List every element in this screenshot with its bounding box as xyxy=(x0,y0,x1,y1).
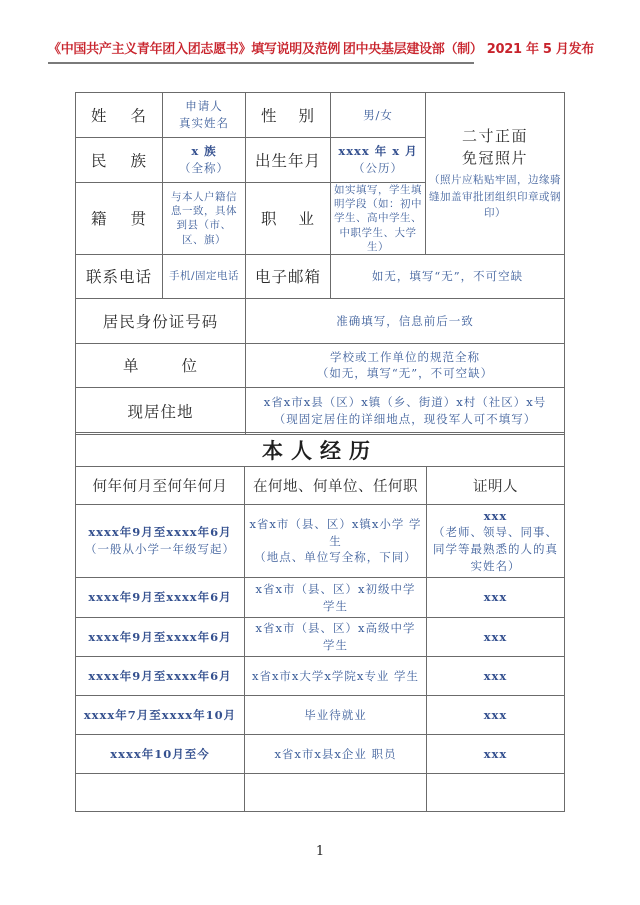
period-cell[interactable]: xxxx年9月至xxxx年6月 （一般从小学一年级写起） xyxy=(76,505,245,578)
photo-note: （照片应粘贴牢固，边缘骑缝加盖审批团组织印章或钢印） xyxy=(429,173,561,220)
header-divider-extended xyxy=(48,62,474,64)
table-row xyxy=(76,657,565,696)
place-cell[interactable] xyxy=(245,774,427,812)
name-value[interactable]: 申请人 真实姓名 xyxy=(163,93,246,138)
table-row xyxy=(76,505,565,578)
witness-cell[interactable]: xxx xyxy=(427,657,565,696)
column-header-place: 在何地、何单位、任何职 xyxy=(245,467,427,505)
experience-table xyxy=(75,432,565,812)
personal-info-table xyxy=(75,92,565,435)
birth-value[interactable]: xxxx 年 x 月 （公历） xyxy=(331,138,426,183)
place-cell[interactable]: x省x市（县、区）x镇x小学 学生 （地点、单位写全称，下同） xyxy=(245,505,427,578)
period-cell[interactable]: xxxx年9月至xxxx年6月 xyxy=(76,657,245,696)
phone-value[interactable]: 手机/固定电话 xyxy=(163,254,246,298)
period-cell[interactable]: xxxx年9月至xxxx年6月 xyxy=(76,578,245,618)
address-value[interactable]: x省x市x县（区）x镇（乡、街道）x村（社区）x号 （现固定居住的详细地点，现役军人可不填写） xyxy=(246,387,565,434)
witness-cell[interactable]: xxx xyxy=(427,618,565,657)
address-label: 现居住地 xyxy=(76,387,246,434)
witness-cell[interactable]: xxx xyxy=(427,578,565,618)
period-cell[interactable] xyxy=(76,774,245,812)
witness-cell[interactable]: xxx xyxy=(427,696,565,735)
table-row xyxy=(76,735,565,774)
email-label: 电子邮箱 xyxy=(246,254,331,298)
witness-cell[interactable]: xxx （老师、领导、同事、同学等最熟悉的人的真实姓名） xyxy=(427,505,565,578)
page-number: 1 xyxy=(315,844,325,859)
id-number-value[interactable]: 准确填写，信息前后一致 xyxy=(246,298,565,343)
period-cell[interactable]: xxxx年7月至xxxx年10月 xyxy=(76,696,245,735)
table-row xyxy=(76,578,565,618)
experience-section-title: 本人经历 xyxy=(76,433,565,467)
header-publisher: 团中央基层建设部（制） 2021 年 5 月发布 xyxy=(342,42,594,57)
column-header-period: 何年何月至何年何月 xyxy=(76,467,245,505)
photo-box[interactable]: 二寸正面 免冠照片 （照片应粘贴牢固，边缘骑缝加盖审批团组织印章或钢印） xyxy=(426,93,565,255)
table-row-empty xyxy=(76,774,565,812)
occupation-label: 职 业 xyxy=(246,183,331,255)
gender-label: 性 别 xyxy=(246,93,331,138)
phone-label: 联系电话 xyxy=(76,254,163,298)
occupation-value[interactable]: 如实填写，学生填明学段（如：初中学生、高中学生、中职学生、大学生） xyxy=(331,183,426,255)
place-cell[interactable]: 毕业待就业 xyxy=(245,696,427,735)
column-header-witness: 证明人 xyxy=(427,467,565,505)
native-place-label: 籍 贯 xyxy=(76,183,163,255)
ethnicity-value[interactable]: x 族 （全称） xyxy=(163,138,246,183)
table-row xyxy=(76,618,565,657)
witness-cell[interactable]: xxx xyxy=(427,735,565,774)
period-cell[interactable]: xxxx年9月至xxxx年6月 xyxy=(76,618,245,657)
email-value[interactable]: 如无，填写“无”，不可空缺 xyxy=(331,254,565,298)
name-label: 姓 名 xyxy=(76,93,163,138)
period-cell[interactable]: xxxx年10月至今 xyxy=(76,735,245,774)
native-place-value[interactable]: 与本人户籍信息一致，具体到县（市、区、旗） xyxy=(163,183,246,255)
id-number-label: 居民身份证号码 xyxy=(76,298,246,343)
witness-cell[interactable] xyxy=(427,774,565,812)
table-row xyxy=(76,696,565,735)
place-cell[interactable]: x省x市（县、区）x高级中学 学生 xyxy=(245,618,427,657)
unit-label: 单 位 xyxy=(76,343,246,387)
header-title: 《中国共产主义青年团入团志愿书》填写说明及范例 xyxy=(48,42,341,57)
birth-label: 出生年月 xyxy=(246,138,331,183)
place-cell[interactable]: x省x市（县、区）x初级中学 学生 xyxy=(245,578,427,618)
place-cell[interactable]: x省x市x县x企业 职员 xyxy=(245,735,427,774)
gender-value[interactable]: 男/女 xyxy=(331,93,426,138)
unit-value[interactable]: 学校或工作单位的规范全称 （如无，填写“无”，不可空缺） xyxy=(246,343,565,387)
ethnicity-label: 民 族 xyxy=(76,138,163,183)
page-header xyxy=(48,38,594,58)
place-cell[interactable]: x省x市x大学x学院x专业 学生 xyxy=(245,657,427,696)
